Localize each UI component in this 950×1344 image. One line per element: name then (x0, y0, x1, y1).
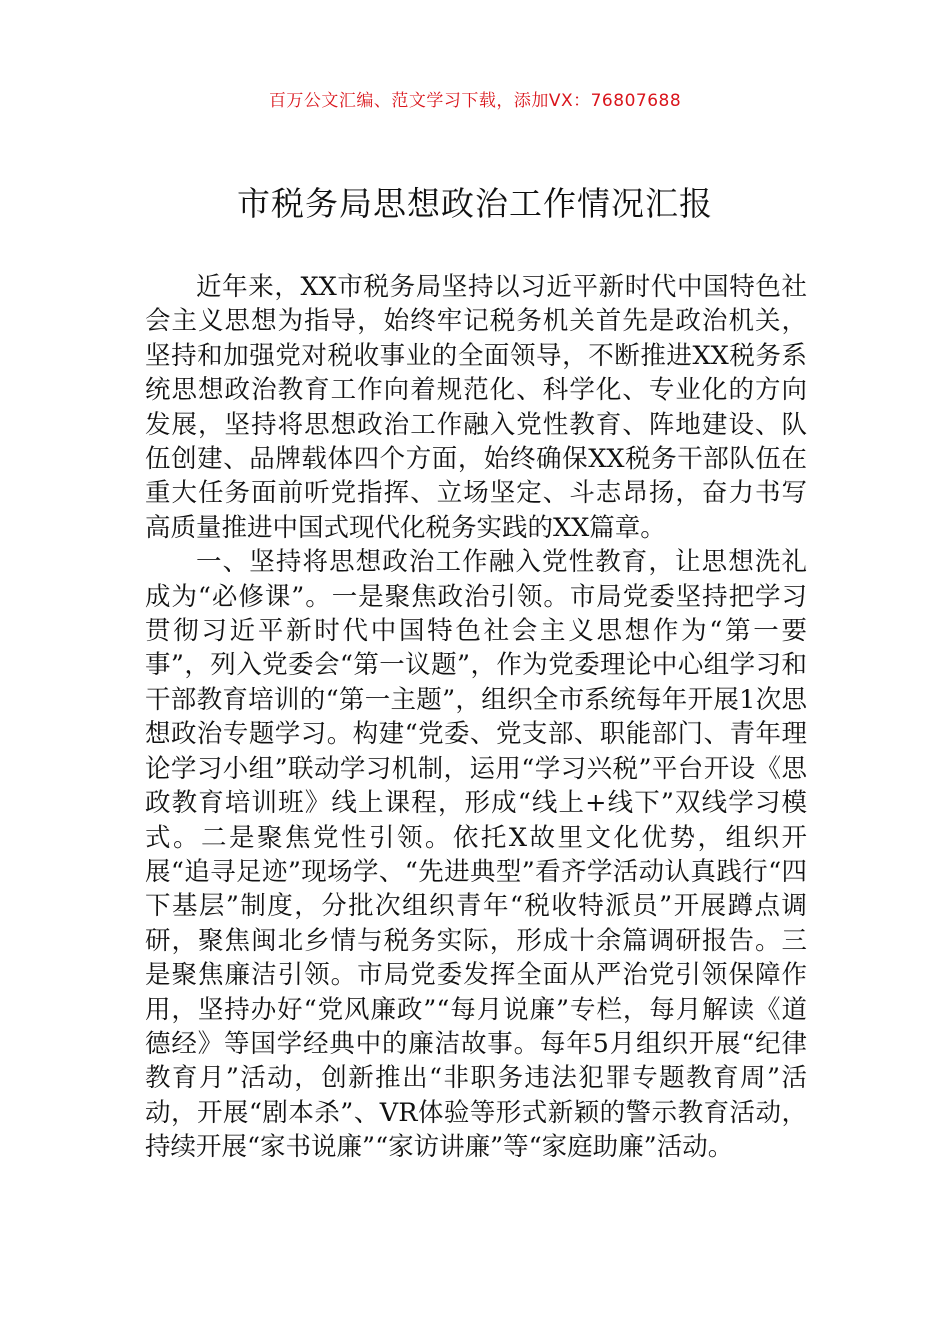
document-title: 市税务局思想政治工作情况汇报 (237, 184, 713, 223)
paragraph-section-one: 一、坚持将思想政治工作融入党性教育，让思想洗礼成为“必修课”。一是聚焦政治引领。市局党委坚持把学习贯彻习近平新时代中国特色社会主义思想作为“第一要事”，列入党委会“第一议题”，作为党委理论中心组学习和干部教育培训的“第一主题”，组织全市系统每年开展1次思想政治专题学习。构建“党委、党支部、职能部门、青年理论学习小组”联动学习机制，运用“学习兴税”平台开设《思政教育培训班》线上课程，形成“线上+线下”双线学习模式。二是聚焦党性引领。依托X故里文化优势，组织开展“追寻足迹”现场学、“先进典型”看齐学活动认真践行“四下基层”制度，分批次组织青年“税收特派员”开展蹲点调研，聚焦闽北乡情与税务实际，形成十余篇调研报告。三是聚焦廉洁引领。市局党委发挥全面从严治党引领保障作用，坚持办好“党风廉政”“每月说廉”专栏，每月解读《道德经》等国学经典中的廉洁故事。每年5月组织开展“纪律教育月”活动，创新推出“非职务违法犯罪专题教育周”活动，开展“剧本杀”、VR体验等形式新颖的警示教育活动，持续开展“家书说廉”“家访讲廉”等“家庭助廉”活动。 (145, 547, 807, 1163)
document-body (145, 270, 807, 1165)
watermark-banner: 百万公文汇编、范文学习下载，添加VX：76807688 (268, 91, 682, 111)
paragraph-intro: 近年来，XX市税务局坚持以习近平新时代中国特色社会主义思想为指导，始终牢记税务机关首先是政治机关，坚持和加强党对税收事业的全面领导，不断推进XX税务系统思想政治教育工作向着规范化、科学化、专业化的方向发展，坚持将思想政治工作融入党性教育、阵地建设、队伍创建、品牌载体四个方面，始终确保XX税务干部队伍在重大任务面前听党指挥、立场坚定、斗志昂扬，奋力书写高质量推进中国式现代化税务实践的XX篇章。 (145, 272, 807, 543)
